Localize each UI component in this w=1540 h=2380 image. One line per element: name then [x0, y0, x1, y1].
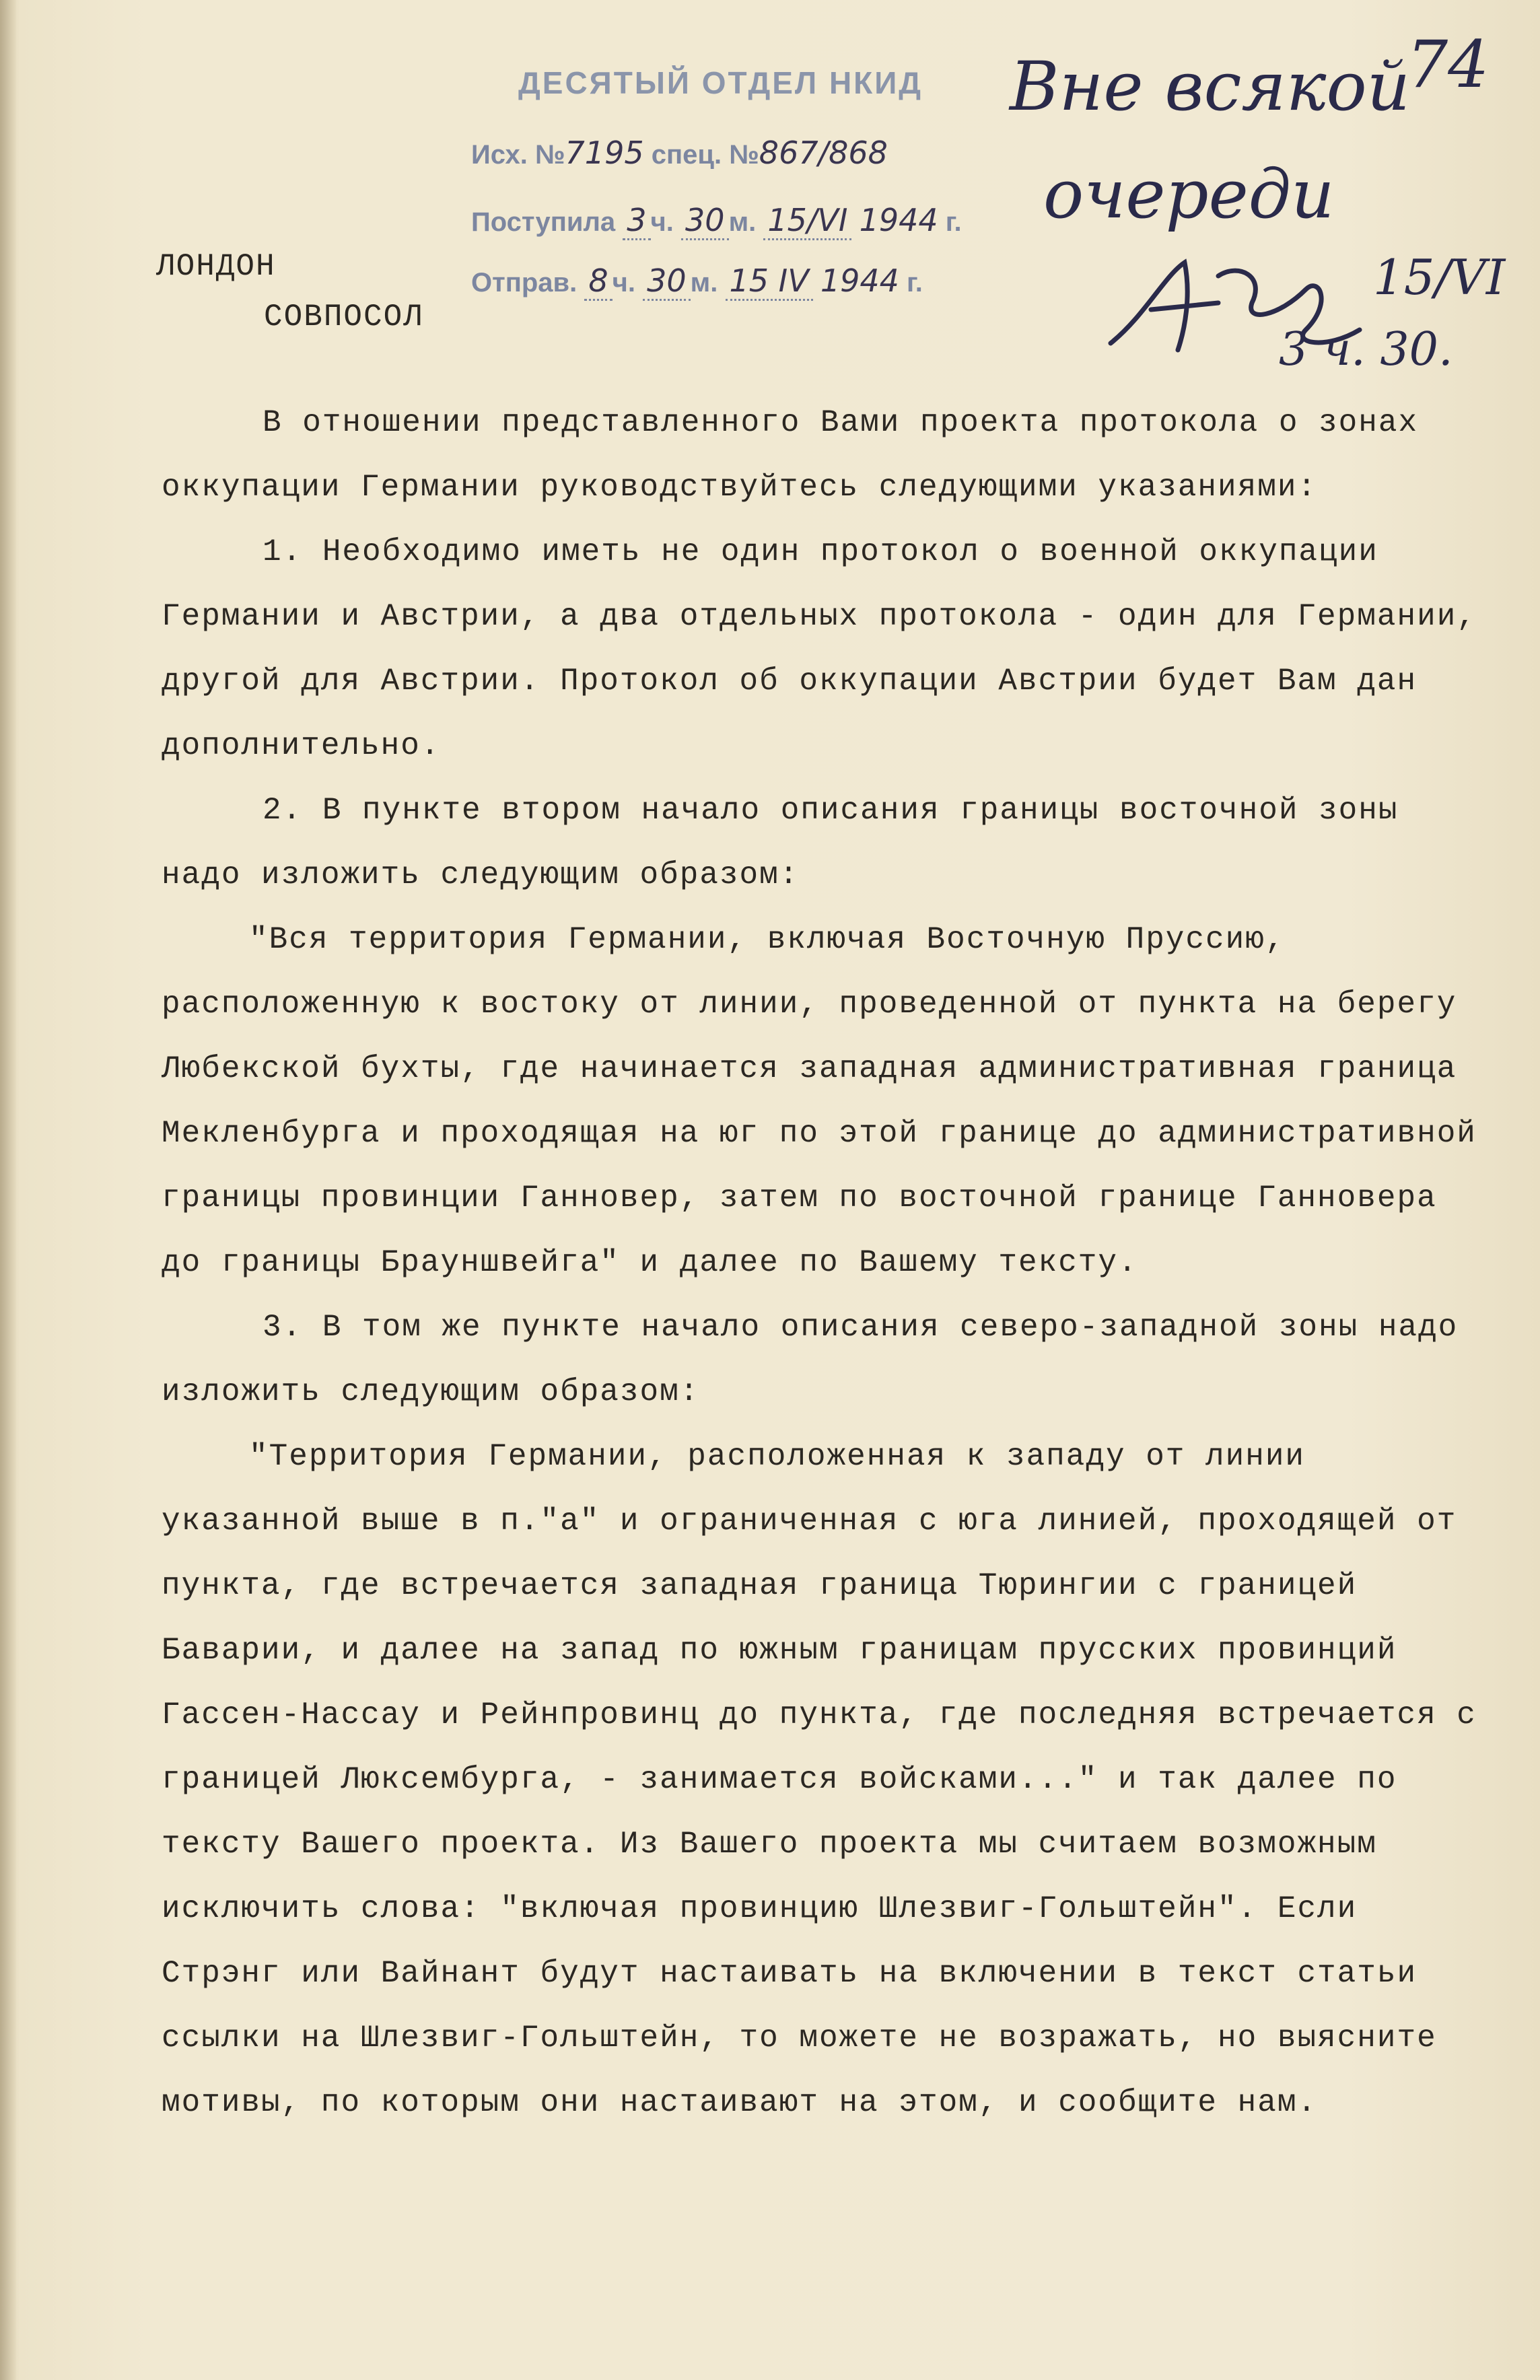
handwritten-urgency-note-line2: очереди: [1043, 155, 1335, 234]
stamp-special-number: 867/868: [759, 135, 888, 171]
body-intro: В отношении представленного Вами проекта протокола о зонах оккупации Германии руководствуйтесь следующими указаниями:: [162, 405, 1419, 505]
stamp-sent-hour: 8: [584, 262, 612, 301]
body-quote-northwest-zone: "Территория Германии, расположенная к западу от линии указанной выше в п."а" и ограниченная с юга линией, проходящей от пункта, где встречается западная граница Тюрингии с границей Баварии, и далее на запад по южным границам прусских провинций Гассен-Нассау и Рейнпровинц до пункта, где последняя встречается с границей Люксембурга, - занимается войсками..." и так далее по тексту Вашего проекта. Из Вашего проекта мы считаем возможным исключить слова: "включая провинцию Шлезвиг-Гольштейн". Если Стрэнг или Вайнант будут настаивать на включении в текст статьи ссылки на Шлезвиг-Гольштейн, то можете не возражать, но выясните мотивы, по которым они настаивают на этом, и сообщите нам.: [162, 1439, 1477, 2120]
stamp-received-year: 1944: [859, 202, 938, 238]
stamp-hour-abbr: ч.: [650, 207, 674, 237]
address-city: ЛОНДОН: [156, 249, 276, 284]
stamp-sent-hour-abbr: ч.: [612, 268, 635, 298]
stamp-sent-minute-abbr: м.: [690, 268, 718, 298]
stamp-sent-date: 15 IV: [726, 262, 813, 301]
body-quote-east-zone: "Вся территория Германии, включая Восточную Пруссию, расположенную к востоку от линии, проведенной от пункта на берегу Любекской бухты, где начинается западная административная граница Мекленбурга и проходящая на юг по этой границе до административной границы провинции Ганновер, затем по восточной границе Ганновера до границы Брауншвейга" и далее по Вашему тексту.: [162, 922, 1477, 1280]
stamp-received-label: Поступила: [471, 207, 616, 237]
document-body: [162, 390, 1481, 2135]
stamp-received-date: 15/VI: [763, 202, 851, 240]
stamp-received-hour: 3: [623, 202, 650, 240]
handwritten-note-number: 74: [1407, 27, 1490, 102]
handwritten-urgency-note-line1: Вне всякой: [1010, 47, 1411, 126]
stamp-title: ДЕСЯТЫЙ ОТДЕЛ НКИД: [518, 65, 923, 100]
stamp-outgoing-line: [471, 135, 888, 171]
body-point-2: 2. В пункте втором начало описания границы восточной зоны надо изложить следующим образом:: [162, 793, 1399, 893]
stamp-sent-line: [471, 262, 923, 299]
body-point-3: 3. В том же пункте начало описания северо-западной зоны надо изложить следующим образом:: [162, 1310, 1459, 1409]
stamp-year-abbr: г.: [945, 207, 962, 237]
page-edge-shadow: [0, 0, 16, 2380]
body-point-1: 1. Необходимо иметь не один протокол о военной оккупации Германии и Австрии, а два отдельных протокола - один для Германии, другой для Австрии. Протокол об оккупации Австрии будет Вам дан дополнительно.: [162, 534, 1477, 763]
stamp-outgoing-label: Исх. №: [471, 140, 565, 170]
handwritten-signature-time: 3 ч. 30.: [1279, 323, 1453, 376]
stamp-outgoing-number: 7195: [565, 135, 644, 171]
stamp-sent-minute: 30: [643, 262, 691, 301]
stamp-sent-label: Отправ.: [471, 268, 578, 298]
handwritten-signature-date: 15/VI: [1373, 249, 1506, 306]
stamp-received-minute: 30: [681, 202, 729, 240]
stamp-sent-year: 1944: [820, 262, 899, 299]
stamp-minute-abbr: м.: [728, 207, 757, 237]
stamp-special-label: спец. №: [651, 140, 759, 170]
address-recipient: СОВПОСОЛ: [264, 300, 423, 335]
stamp-received-line: [471, 202, 962, 238]
stamp-sent-year-abbr: г.: [907, 268, 923, 298]
